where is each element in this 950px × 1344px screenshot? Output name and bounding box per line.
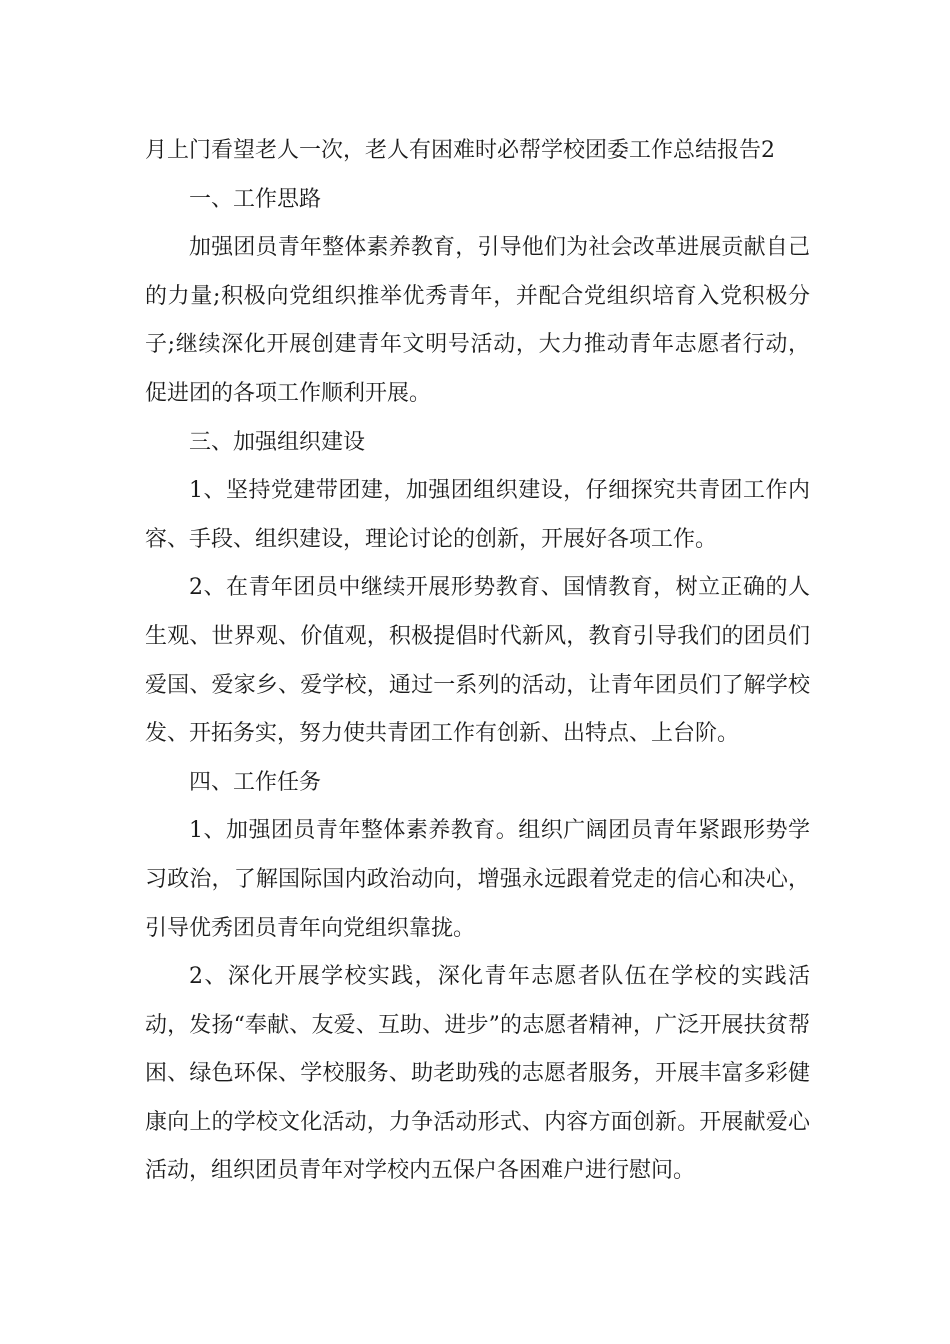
paragraph-tasks-1: 1、加强团员青年整体素养教育。组织广阔团员青年紧跟形势学习政治，了解国际国内政治动向，增强永远跟着党走的信心和决心，引导优秀团员青年向党组织靠拢。 — [145, 818, 810, 941]
section-heading-work-ideas: 一、工作思路 — [189, 186, 322, 212]
document-body — [145, 127, 810, 1196]
continuation-paragraph: 月上门看望老人一次，老人有困难时必帮学校团委工作总结报告2 — [145, 138, 775, 163]
paragraph-tasks-2: 2、深化开展学校实践，深化青年志愿者队伍在学校的实践活动，发扬“奉献、友爱、互助、进步”的志愿者精神，广泛开展扶贫帮困、绿色环保、学校服务、助老助残的志愿者服务，开展丰富多彩健康向上的学校文化活动，力争活动形式、内容方面创新。开展献爱心活动，组织团员青年对学校内五保户各困难户进行慰问。 — [145, 964, 810, 1184]
section-heading-tasks: 四、工作任务 — [189, 769, 322, 795]
paragraph-organization-2: 2、在青年团员中继续开展形势教育、国情教育，树立正确的人生观、世界观、价值观，积极提倡时代新风，教育引导我们的团员们爱国、爱家乡、爱学校，通过一系列的活动，让青年团员们了解学校发、开拓务实，努力使共青团工作有创新、出特点、上台阶。 — [145, 575, 810, 747]
paragraph-organization-1: 1、坚持党建带团建，加强团组织建设，仔细探究共青团工作内容、手段、组织建设，理论讨论的创新，开展好各项工作。 — [145, 478, 810, 552]
paragraph-work-ideas: 加强团员青年整体素养教育，引导他们为社会改革进展贡献自己的力量;积极向党组织推举优秀青年，并配合党组织培育入党积极分子;继续深化开展创建青年文明号活动，大力推动青年志愿者行动，促进团的各项工作顺利开展。 — [145, 235, 810, 406]
section-heading-organization: 三、加强组织建设 — [189, 429, 366, 455]
